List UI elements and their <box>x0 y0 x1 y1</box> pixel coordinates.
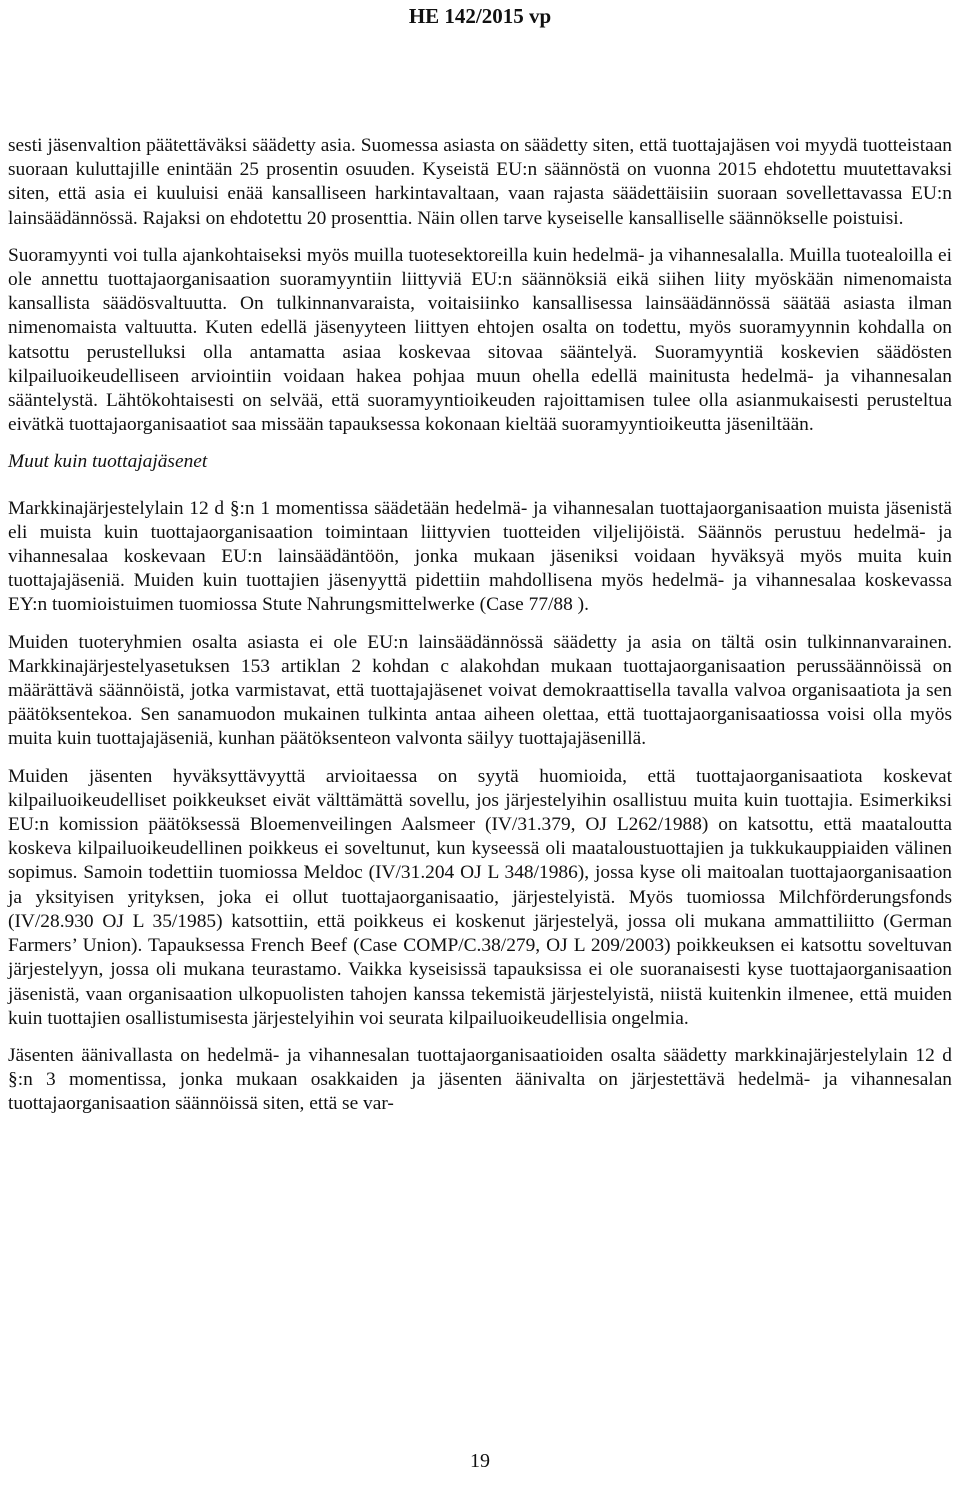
body-paragraph: Muiden jäsenten hyväksyttävyyttä arvioitaessa on syytä huomioida, että tuottajaorganisaatiota koskevat kilpailuoikeudelliset poikkeukset eivät välttämättä sovellu, jos järjestelyihin osallistuu muita kuin tuottajia. Esimerkiksi EU:n komission päätöksessä Bloemenveilingen Aalsmeer (IV/31.379, OJ L262/1988) on katsottu, että maataloutta koskeva kilpailuoikeudellinen poikkeus ei soveltunut, kun kyseessä oli maataloustuottajien ja tukkukauppiaiden välinen sopimus. Samoin todettiin tuomiossa Meldoc (IV/31.204 OJ L 348/1986), jossa kyse oli maitoalan tuottajaorganisaation ja yksityisen yrityksen, joka ei ollut tuottajaorganisaatio, järjestelyistä. Myös tuomiossa Milchförderungsfonds (IV/28.930 OJ L 35/1985) katsottiin, että poikkeus ei koskenut järjestelyä, jossa oli mukana ammattiliitto (German Farmers’ Union). Tapauksessa French Beef (Case COMP/C.38/279, OJ L 209/2003) poikkeuksen ei katsottu soveltuvan järjestelyyn, jossa oli mukana teurastamo. Vaikka kyseisissä tapauksissa ei ole suoranaisesti kyse tuottajaorganisaation jäsenistä, vaan organisaation ulkopuolisten tahojen kanssa tekemistä järjestelyistä, niistä kuitenkin ilmenee, että muiden kuin tuottajien osallistumisesta järjestelyihin voi seurata kilpailuoikeudellisia ongelmia. <box>8 765 952 1029</box>
section-heading: Muut kuin tuottajajäsenet <box>8 451 208 473</box>
body-paragraph: Suoramyynti voi tulla ajankohtaiseksi myös muilla tuotesektoreilla kuin hedelmä- ja vihannesalalla. Muilla tuotealoilla ei ole annettu tuottajaorganisaation suoramyyntiin liittyviä EU:n säännöksiä eikä siihen liity myöskään nimenomaista kansallista säädösvaltuutta. On tulkinnanvaraista, voitaisiinko kansallisessa lainsäädännössä säätää asiasta ilman nimenomaista valtuutta. Kuten edellä jäsenyyteen liittyen ehtojen osalta on todettu, myös suoramyynnin kohdalla on katsottu perustelluksi olla antamatta asiaa koskevaa sitovaa sääntelyä. Suoramyyntiä koskevien säädösten kilpailuoikeudelliseen arviointiin voidaan hakea pohjaa muun ohella edellä mainitusta hedelmä- ja vihannesalan sääntelystä. Lähtökohtaisesti on selvää, että suoramyyntioikeuden rajoittamisen tulee olla asianmukaisesti perusteltua eivätkä tuottajaorganisaatiot saa missään tapauksessa kokonaan kieltää suoramyyntioikeutta jäseniltään. <box>8 244 952 436</box>
body-paragraph: sesti jäsenvaltion päätettäväksi säädetty asia. Suomessa asiasta on säädetty siten, että tuottajajäsen voi myydä tuotteistaan suoraan kuluttajille enintään 25 prosentin osuuden. Kyseistä EU:n säännöstä on vuonna 2015 ehdotettu muutettavaksi siten, että asia ei kuuluisi enää kansalliseen harkintavaltaan, vaan rajasta säädettäisiin suoraan sovellettavassa EU:n lainsäädännössä. Rajaksi on ehdotettu 20 prosenttia. Näin ollen tarve kyseiselle kansalliselle säännökselle poistuisi. <box>8 135 952 229</box>
page-number: 19 <box>470 1450 490 1472</box>
document-header: HE 142/2015 vp <box>408 4 552 28</box>
body-paragraph: Muiden tuoteryhmien osalta asiasta ei ole EU:n lainsäädännössä säädetty ja asia on tältä osin tulkinnanvarainen. Markkinajärjestelyasetuksen 153 artiklan 2 kohdan c alakohdan mukaan tuottajaorganisaation perussäännöissä on määrättävä säännöistä, jotka varmistavat, että tuottajajäsenet voivat demokraattisella tavalla valvoa organisaatiota ja sen päätöksentekoa. Sen sanamuodon mukainen tulkinta antaa aiheen olettaa, että tuottajaorganisaatiossa voisi olla myös muita kuin tuottajajäseniä, kunhan päätöksenteon valvonta säilyy tuottajajäsenillä. <box>8 631 952 750</box>
document-body <box>8 134 952 1130</box>
body-paragraph: Markkinajärjestelylain 12 d §:n 1 momentissa säädetään hedelmä- ja vihannesalan tuottajaorganisaation muista jäsenistä eli muista kuin tuottajaorganisaation toimintaan liittyvien tuotteiden viljelijöistä. Säännös perustuu hedelmä- ja vihannesalaa koskevaan EU:n lainsäädäntöön, jonka mukaan jäseniksi voidaan hyväksyä myös muita kuin tuottajajäseniä. Muiden kuin tuottajien jäsenyyttä pidettiin mahdollisena myös hedelmä- ja vihannesalaa koskevassa EY:n tuomioistuimen tuomiossa Stute Nahrungsmittelwerke (Case 77/88 ). <box>8 497 952 616</box>
body-paragraph: Jäsenten äänivallasta on hedelmä- ja vihannesalan tuottajaorganisaatioiden osalta säädetty markkinajärjestelylain 12 d §:n 3 momentissa, jonka mukaan osakkaiden ja jäsenten äänivalta on järjestettävä hedelmä- ja vihannesalan tuottajaorganisaation säännöissä siten, että se var- <box>8 1044 952 1115</box>
